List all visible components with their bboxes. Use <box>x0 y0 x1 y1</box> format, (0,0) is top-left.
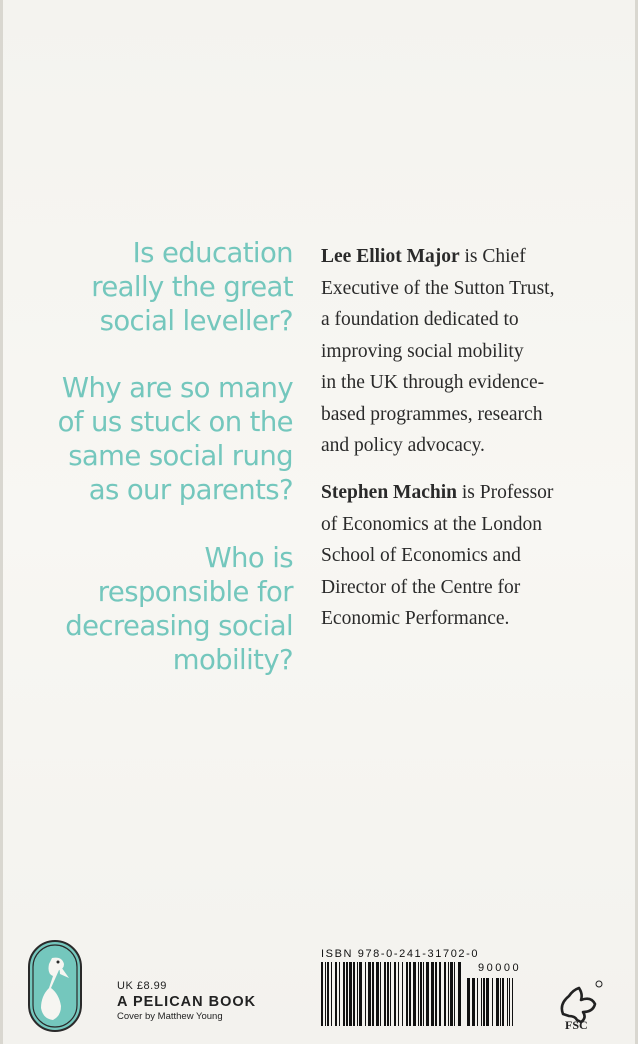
question-line: Who is <box>204 542 293 574</box>
price: UK £8.99 <box>117 980 167 992</box>
author-bio-2 <box>321 477 621 635</box>
bio-line: Executive of the Sutton Trust, <box>321 277 555 299</box>
publisher-info <box>117 980 256 1022</box>
question-1 <box>91 236 293 338</box>
question-2 <box>58 371 293 507</box>
question-line: as our parents? <box>88 474 293 506</box>
fsc-label: FSC <box>565 1018 588 1032</box>
bio-line: School of Economics and <box>321 545 521 566</box>
question-line: decreasing social <box>65 610 293 642</box>
bio-line: Economic Performance. <box>321 608 510 629</box>
bio-line: and policy advocacy. <box>321 435 485 456</box>
author-name: Stephen Machin <box>321 482 457 503</box>
bio-text: is Professor <box>456 482 554 503</box>
barcode <box>321 962 461 1026</box>
bio-first-line <box>321 241 621 273</box>
bio-text: is Chief <box>459 246 526 267</box>
question-3 <box>65 541 293 677</box>
question-line: social leveller? <box>99 305 293 337</box>
addon-code: 90000 <box>478 962 522 974</box>
bio-line: based programmes, research <box>321 403 543 425</box>
isbn-label: ISBN 978-0-241-31702-0 <box>321 948 480 960</box>
question-line: same social rung <box>68 440 293 472</box>
question-line: Why are so many <box>61 372 293 404</box>
question-line: mobility? <box>172 644 293 676</box>
author-name: Lee Elliot Major <box>321 246 460 267</box>
cover-credit: Cover by Matthew Young <box>117 1011 223 1022</box>
bio-line: of Economics at the London <box>321 513 542 535</box>
pelican-logo-icon <box>28 940 82 1032</box>
addon-barcode <box>467 978 515 1026</box>
question-line: responsible for <box>97 576 293 608</box>
question-line: Is education <box>132 237 293 269</box>
imprint: A PELICAN BOOK <box>117 994 257 1010</box>
bio-line: in the UK through evidence- <box>321 372 545 393</box>
left-edge <box>0 0 3 1044</box>
author-bio-1 <box>321 241 621 462</box>
question-line: of us stuck on the <box>57 406 293 438</box>
bio-first-line <box>321 477 621 509</box>
bio-line: Director of the Centre for <box>321 576 521 598</box>
question-line: really the great <box>91 271 293 303</box>
bio-line: a foundation dedicated to <box>321 309 519 330</box>
bio-line: improving social mobility <box>321 340 524 362</box>
